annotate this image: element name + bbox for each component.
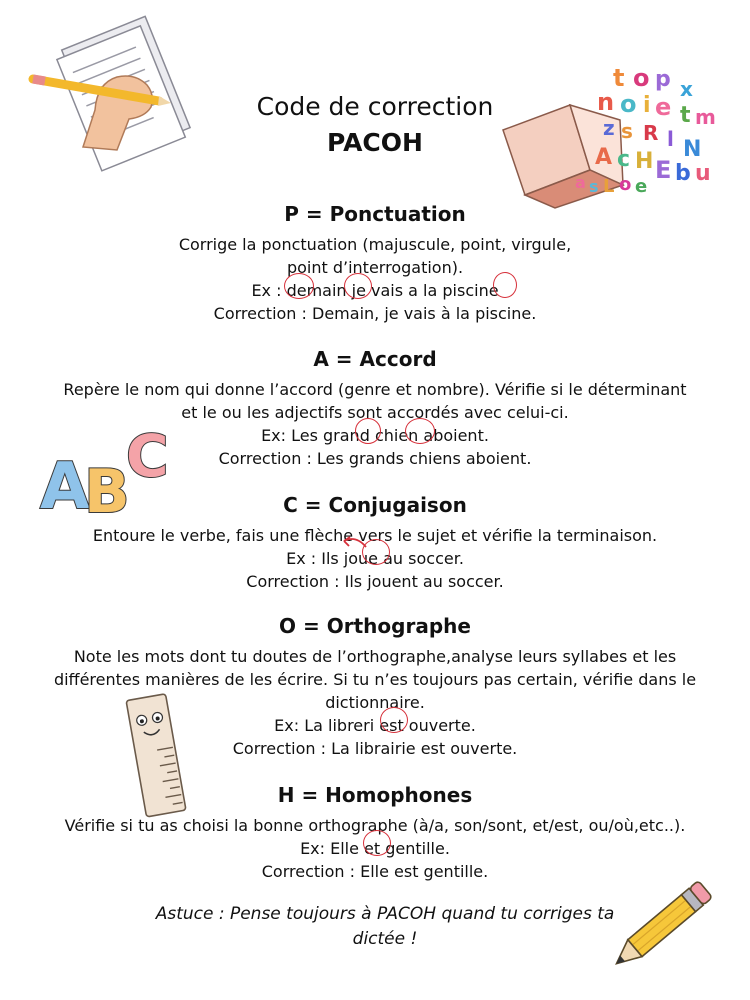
section-line: point d’interrogation). xyxy=(286,258,464,277)
svg-text:n: n xyxy=(597,88,615,116)
example-line: Ex : Ils joue au soccer. xyxy=(286,549,464,568)
svg-text:A: A xyxy=(40,450,90,524)
svg-text:A: A xyxy=(595,145,613,170)
correction-line: Correction : Demain, je vais à la piscine. xyxy=(213,304,537,323)
svg-text:C: C xyxy=(126,422,169,490)
page-title: Code de correction xyxy=(256,92,494,121)
section-heading: O = Orthographe xyxy=(279,614,471,638)
svg-text:N: N xyxy=(683,137,702,162)
section-line: Corrige la ponctuation (majuscule, point, virgule, xyxy=(178,235,572,254)
pencil-illustration xyxy=(615,870,725,970)
correction-circle xyxy=(380,707,408,733)
page-subtitle: PACOH xyxy=(327,128,423,157)
svg-text:p: p xyxy=(655,67,671,92)
writing-hand-illustration xyxy=(25,15,205,185)
section-line: différentes manières de les écrire. Si tu n’es toujours pas certain, vérifie dans le xyxy=(53,670,697,689)
svg-text:t: t xyxy=(613,64,625,92)
svg-text:o: o xyxy=(633,64,650,92)
svg-text:m: m xyxy=(695,105,716,129)
svg-text:L: L xyxy=(603,176,615,197)
svg-text:z: z xyxy=(603,116,615,140)
section-line: Repère le nom qui donne l’accord (genre et nombre). Vérifie si le déterminant xyxy=(63,380,687,399)
svg-text:o: o xyxy=(619,174,632,195)
svg-text:E: E xyxy=(655,156,672,184)
correction-line: Correction : Elle est gentille. xyxy=(261,862,489,881)
section-line: dictionnaire. xyxy=(325,693,425,712)
section-ponctuation xyxy=(40,201,710,325)
correction-circle xyxy=(363,830,391,856)
svg-text:a: a xyxy=(575,173,586,192)
svg-text:l: l xyxy=(667,127,674,151)
svg-text:u: u xyxy=(695,161,711,186)
svg-text:B: B xyxy=(84,457,130,527)
book-letters-illustration xyxy=(495,60,730,210)
correction-circle xyxy=(405,418,435,444)
correction-line: Correction : Les grands chiens aboient. xyxy=(218,449,532,468)
svg-text:e: e xyxy=(635,176,648,197)
section-line: Vérifie si tu as choisi la bonne orthographe (à/a, son/sont, et/est, ou/où,etc..). xyxy=(64,816,686,835)
ruler-illustration xyxy=(118,690,198,820)
example-line: Ex: Elle et gentille. xyxy=(300,839,450,858)
correction-arrow xyxy=(338,533,368,553)
svg-text:H: H xyxy=(635,149,654,174)
section-heading: C = Conjugaison xyxy=(283,493,467,517)
correction-line: Correction : Ils jouent au soccer. xyxy=(246,572,504,591)
section-line: et le ou les adjectifs sont accordés avec celui-ci. xyxy=(181,403,569,422)
correction-circle xyxy=(355,418,381,444)
correction-circle xyxy=(344,273,372,299)
svg-text:o: o xyxy=(620,90,637,118)
svg-text:e: e xyxy=(655,93,672,121)
correction-circle xyxy=(284,273,314,299)
svg-text:b: b xyxy=(675,161,691,186)
example-line: Ex: Les grand chien aboient. xyxy=(261,426,489,445)
svg-text:t: t xyxy=(680,103,691,128)
section-heading: A = Accord xyxy=(313,347,437,371)
section-heading: H = Homophones xyxy=(277,783,473,807)
section-heading: P = Ponctuation xyxy=(284,202,466,226)
correction-line: Correction : La librairie est ouverte. xyxy=(232,739,518,758)
svg-text:i: i xyxy=(643,93,651,118)
example-line: Ex: La libreri est ouverte. xyxy=(274,716,476,735)
abc-letters-illustration xyxy=(38,410,188,527)
svg-text:s: s xyxy=(621,119,633,143)
example-line: Ex : demain je vais a la piscine xyxy=(251,281,499,300)
svg-text:c: c xyxy=(617,147,631,172)
svg-text:R: R xyxy=(643,121,659,145)
section-line: Note les mots dont tu doutes de l’orthographe,analyse leurs syllabes et les xyxy=(73,647,677,666)
svg-text:x: x xyxy=(680,77,693,101)
section-line: Entoure le verbe, fais une flèche vers le sujet et vérifie la terminaison. xyxy=(92,526,658,545)
tip-text: Astuce : Pense toujours à PACOH quand tu corriges ta dictée ! xyxy=(155,904,615,949)
correction-circle xyxy=(493,272,517,298)
svg-text:s: s xyxy=(589,177,599,196)
